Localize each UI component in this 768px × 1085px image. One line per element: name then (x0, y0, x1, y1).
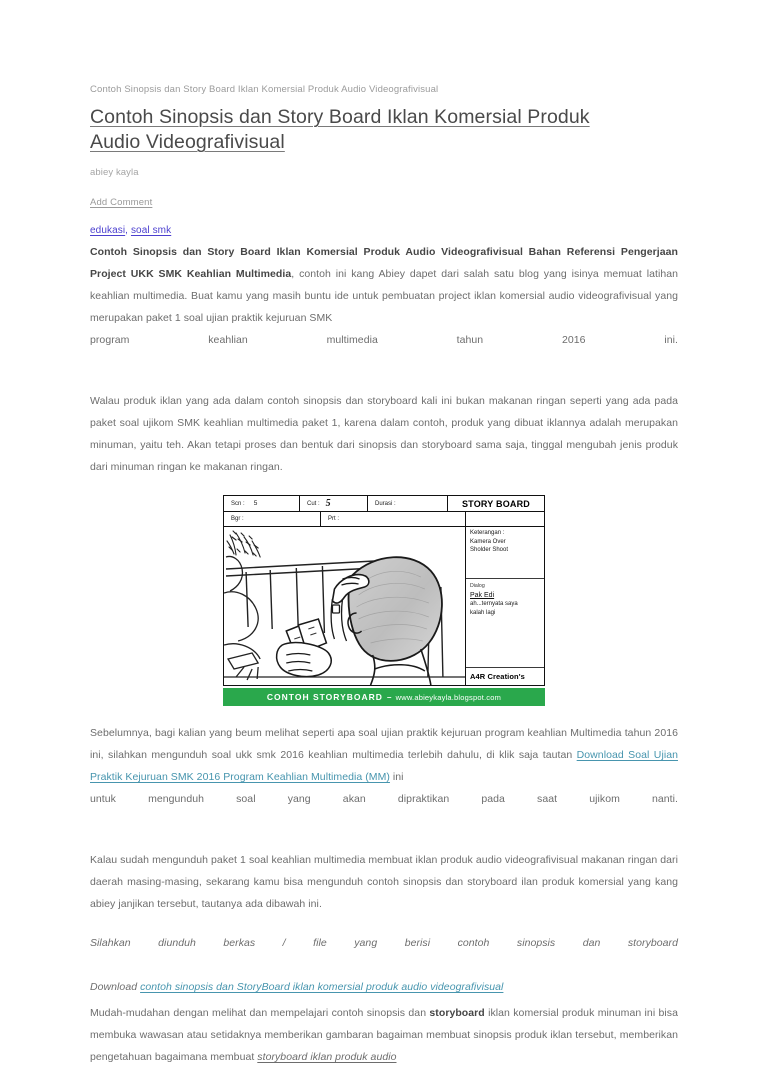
storyboard-keterangan-line-1: Kamera Over (470, 538, 506, 545)
storyboard-banner-dash: – (386, 692, 392, 702)
storyboard-cut-label: Cut : (307, 500, 320, 507)
page-title (90, 105, 670, 155)
storyboard-dialog-speaker: Pak Edi (470, 591, 495, 599)
add-comment-link[interactable]: Add Comment (90, 197, 153, 208)
paragraph-closing-mid: iklan komersial produk minuman ini bisa membuka wawasan atau setidaknya memberikan gambaran bagaiman membuat sinopsis produk iklan tersebut, memberikan pengetahuan bagaimana membuat (90, 1007, 678, 1063)
storyboard-bgr-cell: Bgr : (224, 512, 321, 526)
post-labels (90, 225, 678, 236)
storyboard-header-row (224, 496, 544, 512)
storyboard-durasi-cell (368, 496, 448, 511)
storyboard-banner-url: www.abieykayla.blogspot.com (395, 692, 502, 702)
storyboard-banner-title: CONTOH STORYBOARD (266, 692, 383, 702)
paragraph-two: Walau produk iklan yang ada dalam contoh sinopsis dan storyboard kali ini bukan makanan ringan seperti yang ada pada paket soal ujikom SMK keahlian multimedia paket 1, karena dalam contoh, produk yang dibuat iklannya adalah merupakan minuman, yaitu teh. Akan tetapi proses dan bentuk dari sinopsis dan storyboard sama saja, tinggal mengubah jenis produk dari minuman ringan ke makanan ringan. (90, 395, 678, 473)
storyboard-keterangan-label: Keterangan : (470, 530, 505, 536)
contoh-sinopsis-download-link[interactable]: contoh sinopsis dan StoryBoard iklan komersial produk audio videografivisual (140, 981, 504, 993)
storyboard-cut-value: 5 (325, 498, 331, 509)
label-link-edukasi[interactable]: edukasi (90, 225, 126, 236)
storyboard-dialog-line-1: ah...ternyata saya (470, 601, 518, 607)
storyboard-scene-label: Scn : (231, 500, 245, 507)
paragraph-three-post: ini (389, 771, 404, 783)
paragraph-intro (90, 241, 678, 373)
label-link-soal-smk[interactable]: soal smk (130, 225, 172, 236)
breadcrumb: Contoh Sinopsis dan Story Board Iklan Komersial Produk Audio Videografivisual (90, 84, 439, 95)
paragraph-intro-bold: Contoh Sinopsis dan Story Board Iklan Komersial Produk Audio Videografivisual Bahan Referensi Pengerjaan Project UKK SMK Keahlian Multimedia (90, 246, 678, 280)
download-instruction-line: Silahkan diunduh berkas / file yang berisi contoh sinopsis dan storyboard (90, 937, 678, 949)
storyboard-caption-banner (223, 688, 545, 706)
paragraph-three-pre: Sebelumnya, bagi kalian yang beum melihat seperti apa soal ujian praktik kejuruan program keahlian Multimedia tahun 2016 ini, silahkan mengunduh soal ukk smk 2016 keahlian multimedia terlebih dahulu, di klik saja tautan (90, 727, 678, 761)
storyboard-credit: A4R Creation's (470, 672, 525, 681)
download-soal-link[interactable]: Download Soal Ujian Praktik Kejuruan SMK 2016 Program Keahlian Multimedia (MM) (90, 749, 678, 783)
storyboard-keterangan-line-2: Sholder Shoot (470, 547, 509, 553)
paragraph-closing-italic: storyboard iklan produk audio (257, 1051, 397, 1063)
storyboard-frame (223, 495, 545, 686)
paragraph-closing (90, 1002, 678, 1068)
storyboard-dialog-line-2: kalah lagi (470, 609, 496, 616)
storyboard-dialog (466, 579, 544, 668)
storyboard-notes-panel (466, 527, 544, 685)
storyboard-body-row (224, 527, 544, 685)
page-title-line-2: Audio Videografivisual (90, 131, 285, 153)
download-instruction (90, 932, 678, 998)
post-author: abiey kayla (90, 167, 139, 178)
paragraph-intro-rest: , contoh ini kang Abiey dapet dari salah satu blog yang isinya memuat latihan keahlian multimedia. Buat kamu yang masih buntu ide untuk pembuatan project iklan komersial audio videografivisual yang merupakan paket 1 soal ujian praktik kejuruan SMK (90, 268, 679, 324)
storyboard-sketch-panel (224, 527, 466, 685)
storyboard-dialog-label: Dialog (470, 583, 485, 589)
storyboard-prt-cell: Prt : (321, 512, 466, 526)
paragraph-closing-pre: Mudah-mudahan dengan melihat dan mempelajari contoh sinopsis dan (90, 1007, 430, 1019)
storyboard-scene-value: 5 (253, 500, 258, 507)
storyboard-subheader-row (224, 512, 544, 527)
storyboard-durasi-label: Durasi : (375, 500, 396, 507)
storyboard-title: STORY BOARD (461, 498, 531, 509)
page-title-line-1: Contoh Sinopsis dan Story Board Iklan Komersial Produk (90, 106, 590, 128)
storyboard-cut-cell (300, 496, 368, 511)
paragraph-intro-lastline: program keahlian multimedia tahun 2016 ini. (90, 334, 678, 346)
storyboard-sketch-illustration (224, 527, 465, 685)
paragraph-closing-bold: storyboard (429, 1007, 485, 1019)
paragraph-four: Kalau sudah mengunduh paket 1 soal keahlian multimedia membuat iklan produk audio videografivisual makanan ringan dari daerah masing-masing, sekarang kamu bisa mengunduh contoh sinopsis dan storyboard ilan produk komersial yang kang abiey janjikan tersebut, tautanya ada dibawah ini. (90, 854, 678, 910)
paragraph-three-lastline: untuk mengunduh soal yang akan dipraktikan pada saat ujikom nanti. (90, 793, 678, 805)
storyboard-scene-cell (224, 496, 300, 511)
paragraph-three (90, 722, 678, 832)
storyboard-figure (223, 495, 545, 706)
download-word: Download (90, 981, 141, 993)
label-separator: , (125, 225, 129, 236)
post-content (90, 84, 678, 1085)
storyboard-keterangan (466, 527, 544, 579)
